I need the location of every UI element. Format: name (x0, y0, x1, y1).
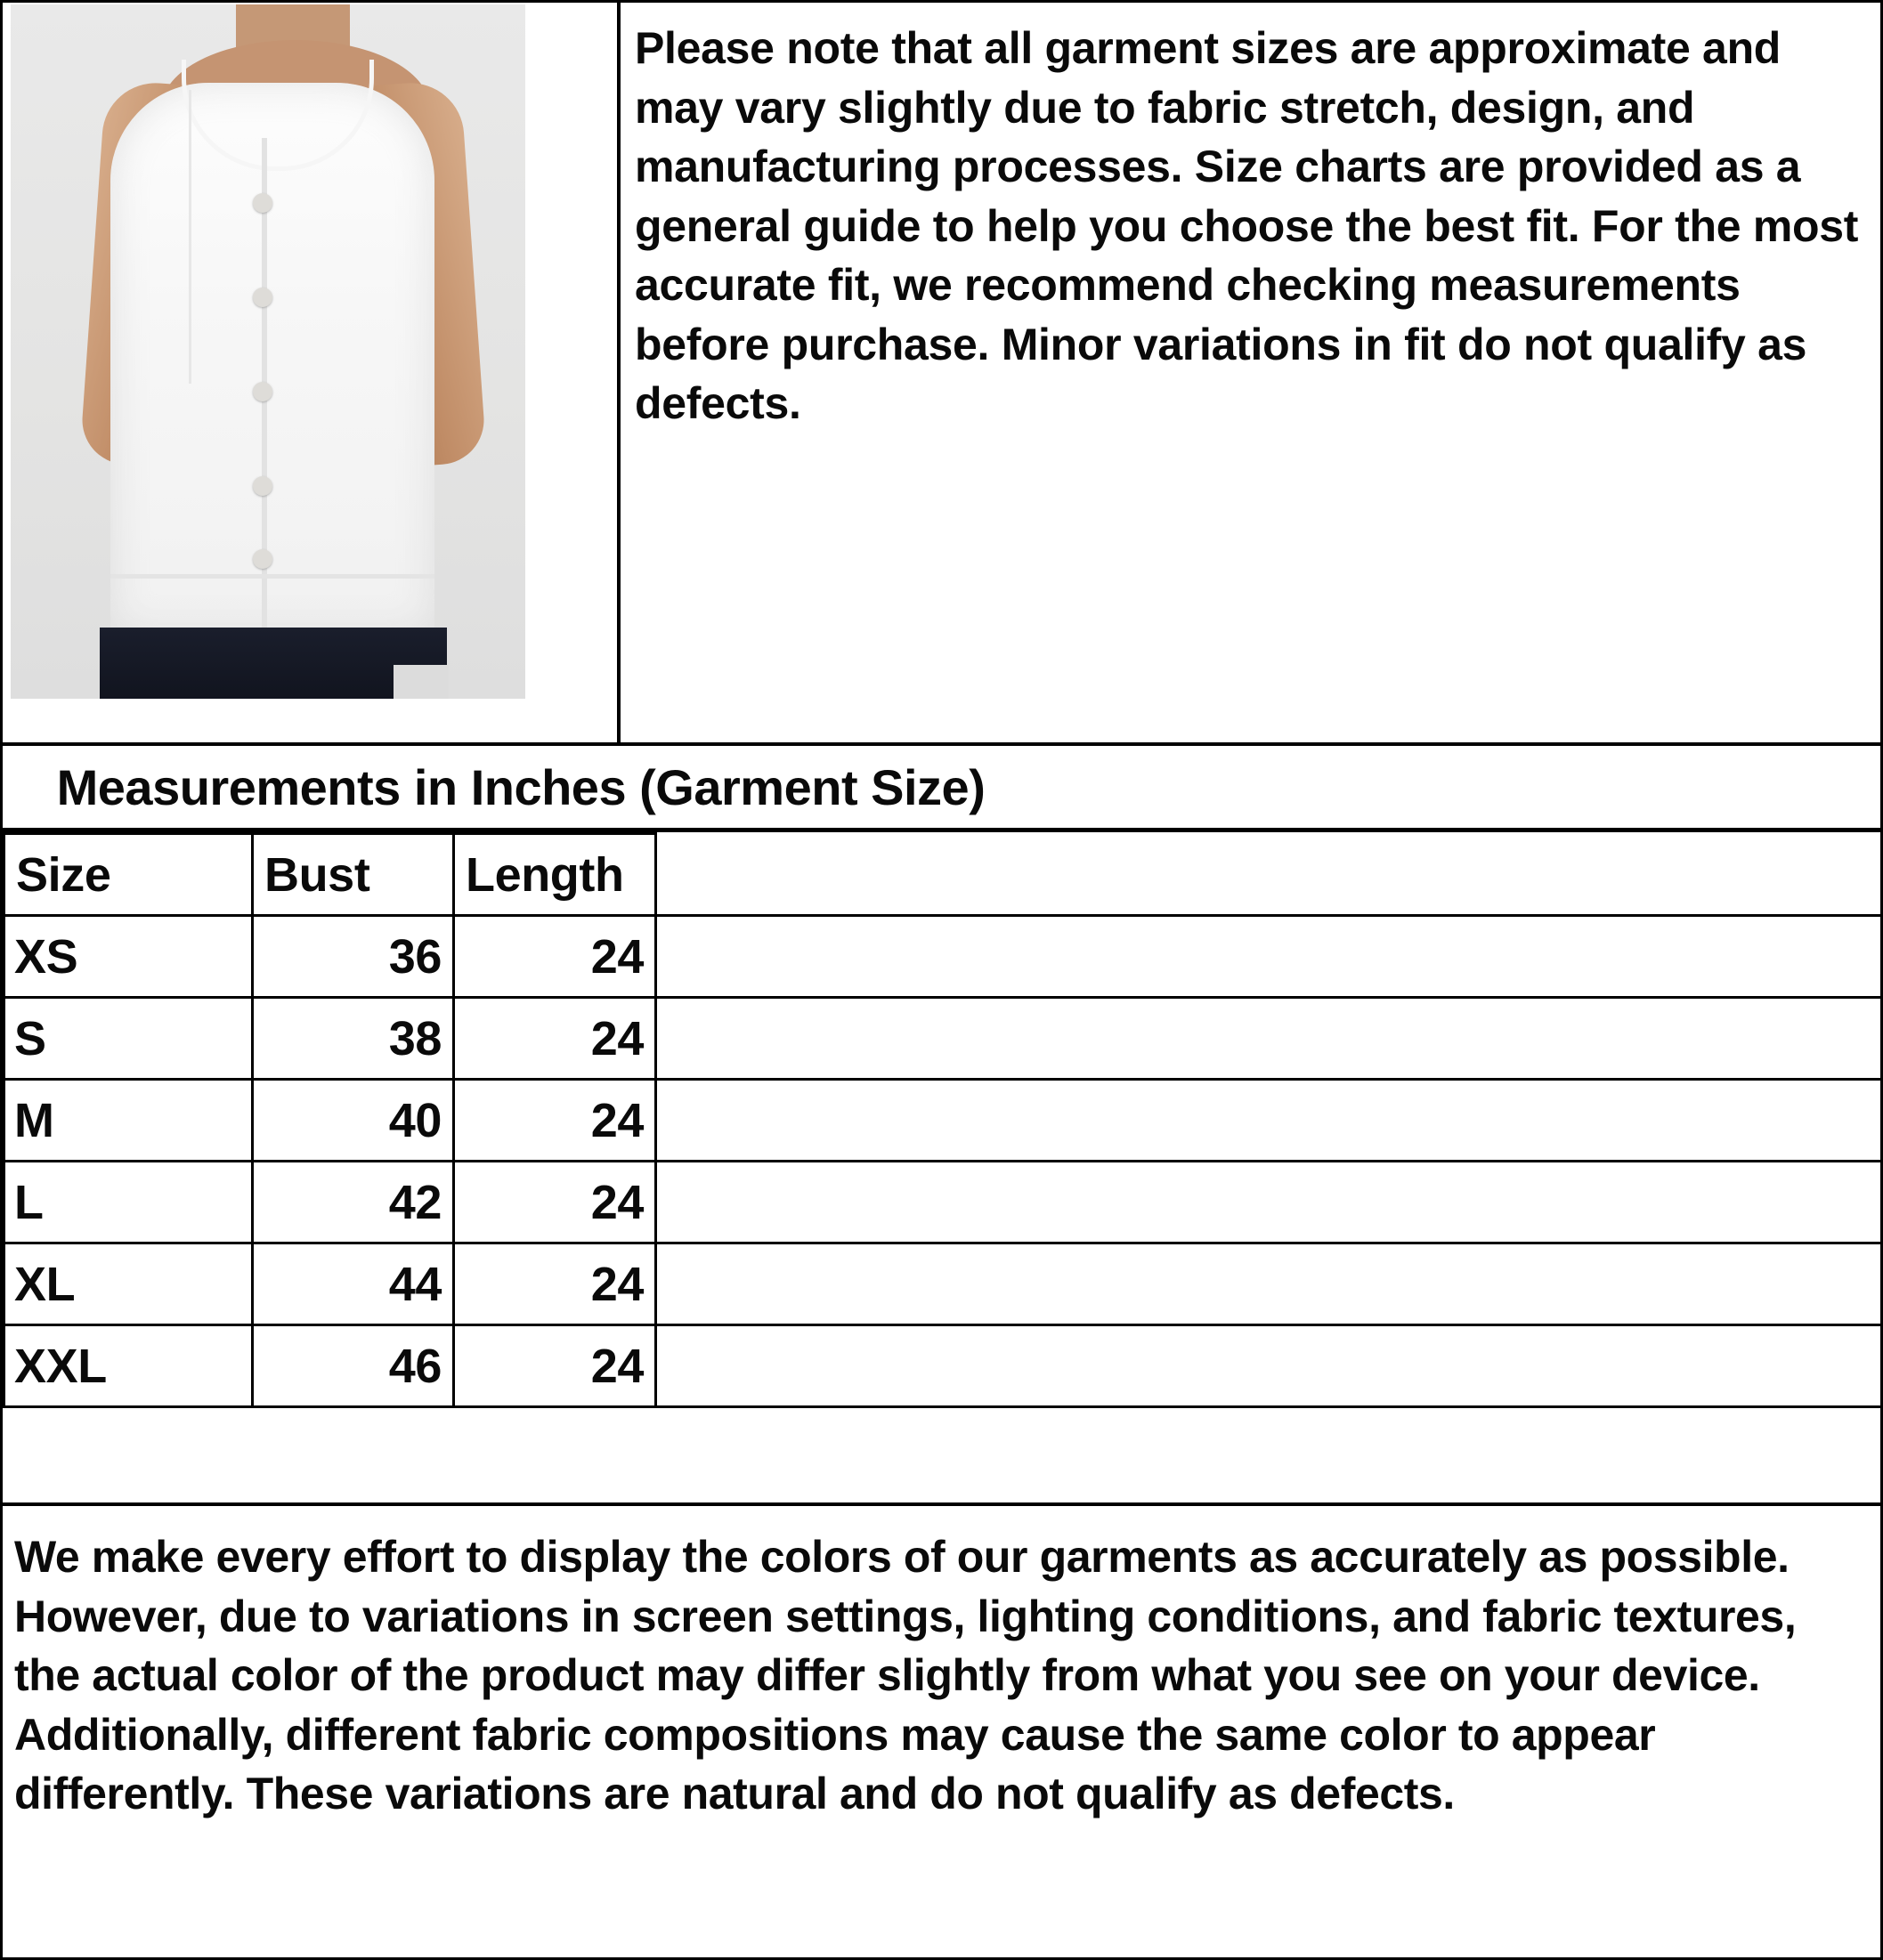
measurements-title: Measurements in Inches (Garment Size) (56, 758, 986, 815)
cell-length: 24 (454, 1325, 656, 1407)
measurements-title-row (3, 746, 1880, 832)
column-header-spacer (656, 834, 1882, 916)
cell-spacer (656, 1162, 1882, 1243)
cell-size: L (4, 1162, 253, 1243)
color-note-text: We make every effort to display the colors of our garments as accurately as possible. However, due to variations in screen settings, lighting conditions, and fabric textures, the actual color of the product may differ slightly from what you see on your device. Additionally, different fabric compositions may cause the same color to appear differently. These variations are natural and do not qualify as defects. (14, 1532, 1797, 1818)
size-note-text: Please note that all garment sizes are approximate and may vary slightly due to fabric stretch, design, and manufacturing processes. Size charts are provided as a general guide to help you choose the best fit. For the most accurate fit, we recommend checking measurements before purchase. Minor variations in fit do not qualify as defects. (635, 23, 1859, 428)
table-row (4, 998, 1882, 1080)
cell-size: XS (4, 916, 253, 998)
cell-size: M (4, 1080, 253, 1162)
garment-hem (110, 574, 434, 579)
size-chart-table (3, 832, 1882, 1408)
measurements-table-section (3, 746, 1880, 1408)
cell-spacer (656, 998, 1882, 1080)
column-header-size: Size (4, 834, 253, 916)
garment-button-2 (253, 288, 272, 307)
top-section (3, 3, 1880, 746)
table-row (4, 1325, 1882, 1407)
garment-armhole (103, 90, 191, 384)
cell-length: 24 (454, 998, 656, 1080)
table-header-row (4, 834, 1882, 916)
garment-button-4 (253, 476, 272, 496)
cell-size: S (4, 998, 253, 1080)
cell-size: XXL (4, 1325, 253, 1407)
cell-spacer (656, 916, 1882, 998)
size-note-cell (621, 3, 1880, 742)
garment-button-5 (253, 549, 272, 569)
cell-bust: 40 (253, 1080, 454, 1162)
background-notch (394, 665, 449, 699)
table-row (4, 1080, 1882, 1162)
table-row (4, 1162, 1882, 1243)
table-row (4, 916, 1882, 998)
column-header-bust: Bust (253, 834, 454, 916)
cell-spacer (656, 1243, 1882, 1325)
cell-spacer (656, 1080, 1882, 1162)
product-photo (11, 4, 525, 699)
column-header-length: Length (454, 834, 656, 916)
cell-bust: 42 (253, 1162, 454, 1243)
cell-bust: 36 (253, 916, 454, 998)
cell-bust: 46 (253, 1325, 454, 1407)
cell-spacer (656, 1325, 1882, 1407)
cell-size: XL (4, 1243, 253, 1325)
cell-length: 24 (454, 916, 656, 998)
cell-length: 24 (454, 1243, 656, 1325)
cell-bust: 44 (253, 1243, 454, 1325)
cell-bust: 38 (253, 998, 454, 1080)
garment-button-3 (253, 382, 272, 401)
product-image-cell (3, 3, 621, 742)
color-note-cell (3, 1502, 1880, 1957)
table-row (4, 1243, 1882, 1325)
cell-length: 24 (454, 1080, 656, 1162)
garment-button-1 (253, 193, 272, 213)
cell-length: 24 (454, 1162, 656, 1243)
